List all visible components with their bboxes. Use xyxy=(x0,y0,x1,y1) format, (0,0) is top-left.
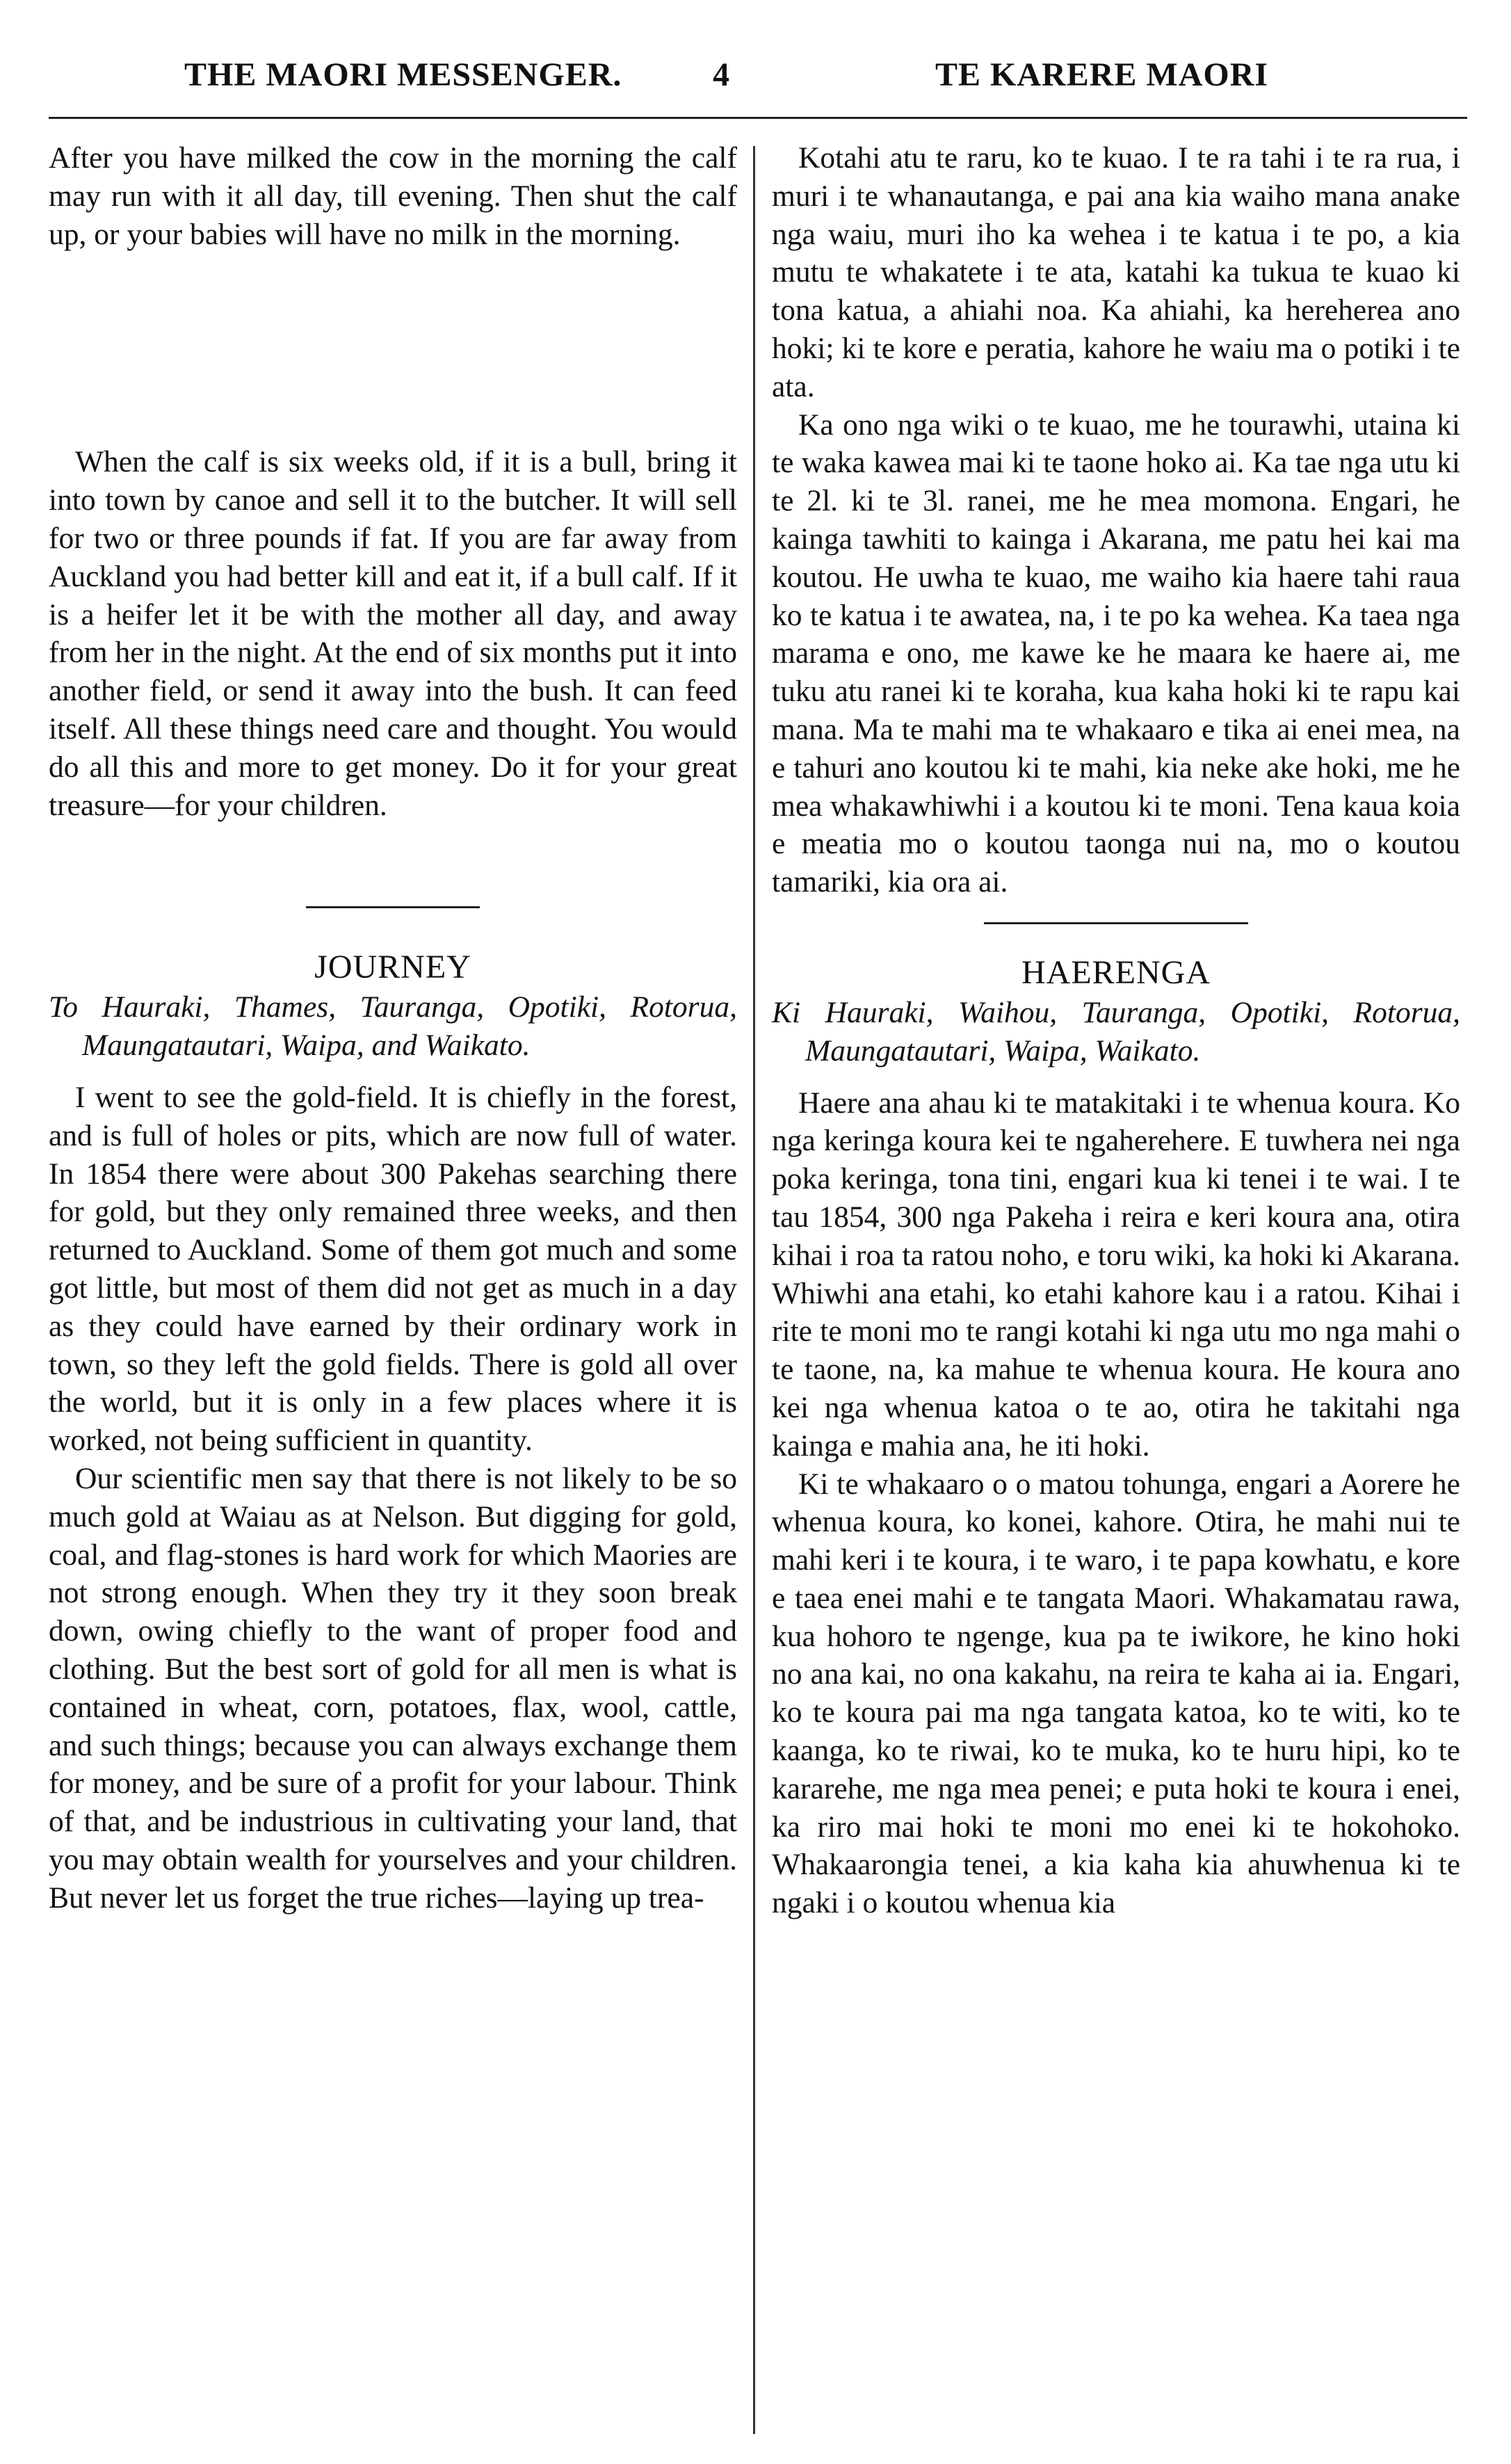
header-rule xyxy=(49,117,1467,119)
journey-heading: JOURNEY xyxy=(314,949,471,986)
maori-paragraph-2: Ka ono nga wiki o te kuao, me he tourawhi, utaina ki te waka kawea mai ki te taone hoko ai. Ka tae nga utu ki te 2l. ki te 3l. ranei, me he mea momona. Engari, he kainga tawhiti to kainga i Akarana, me patu hei kai ma koutou. He uwha te kuao, me waiho kia haere tahi raua ko te katua i te awatea, na, i te po ka wehea. Ka taea nga marama e ono, me kawe ke he maara ke haere ai, me tuku atu ranei ki te koraha, kua kaha hoki ki te rapu kai mana. Ma te mahi ma te whakaaro e tika ai enei mea, na e tahuri ano koutou ki te mahi, kia neke ake hoki, me he mea whakawhiwhi i a koutou ki te moni. Tena kaua koia e meatia mo o koutou taonga nui na, mo o koutou tamariki, kia ora ai. xyxy=(772,408,1460,899)
header-right-title: TE KARERE MAORI xyxy=(935,56,1269,93)
haerenga-subheading: Ki Hauraki, Waihou, Tauranga, Opotiki, Rotorua, Maungatautari, Waipa, Waikato. xyxy=(772,995,1460,1068)
haerenga-heading: HAERENGA xyxy=(1021,953,1211,991)
column-divider xyxy=(753,146,755,2434)
page-header xyxy=(0,49,1511,104)
header-left-title: THE MAORI MESSENGER. xyxy=(184,56,622,93)
journey-subheading: To Hauraki, Thames, Tauranga, Opotiki, Rotorua, Maungatautari, Waipa, and Waikato. xyxy=(49,990,737,1063)
maori-column xyxy=(772,139,1460,1922)
maori-paragraph-4: Ki te whakaaro o o matou tohunga, engari a Aorere he whenua koura, ko konei, kahore. Otira, he mahi nui te mahi keri i te koura, i te waro, i te papa kowhatu, e kore e taea enei mahi e te tangata Maori. Whakamatau rawa, kua hohoro te ngenge, kua pa te iwikore, he kino hoki no ana kai, no ona kakahu, na reira te kaha ai ia. Engari, ko te koura pai ma nga tangata katoa, ko te witi, ko te kaanga, ko te riwai, ko te muka, ko te huru hipi, ko te kararehe, me nga mea penei; e puta hoki te koura i enei, ka riro mai hoki te moni mo enei ki te hokohoko. Whakaarongia tenei, a kia kaha kia ahuwhenua ki te ngaki i o koutou whenua kia xyxy=(772,1467,1460,1920)
page-number: 4 xyxy=(713,56,730,93)
english-paragraph-1: After you have milked the cow in the morning the calf may run with it all day, till evening. Then shut the calf up, or your babies will have no milk in the morning. xyxy=(49,141,737,251)
maori-paragraph-3: Haere ana ahau ki te matakitaki i te whenua koura. Ko nga keringa koura kei te ngaherehere. E tuwhera nei nga poka keringa, tona tini, engari kua ki tenei i te wai. I te tau 1854, 300 nga Pakeha i reira e keri koura ana, otira kihai i roa ta ratou noho, e toru wiki, ka hoki ki Akarana. Whiwhi ana etahi, ko etahi kahore kau i a ratou. Kihai i rite te moni mo te rangi kotahi ki nga utu mo nga mahi o te taone, na, ka mahue te whenua koura. He koura ano kei nga whenua katoa o te ao, otira he takitahi nga kainga e mahia ana, he iti hoki. xyxy=(772,1086,1460,1463)
english-column xyxy=(49,139,737,1917)
english-paragraph-2: When the calf is six weeks old, if it is a bull, bring it into town by canoe and sell it to the butcher. It will sell for two or three pounds if fat. If you are far away from Auckland you had better kill and eat it, if a bull calf. If it is a heifer let it be with the mother all day, and away from her in the night. At the end of six months put it into another field, or send it away into the bush. It can feed itself. All these things need care and thought. You would do all this and more to get money. Do it for your great treasure—for your children. xyxy=(49,445,737,822)
maori-paragraph-1: Kotahi atu te raru, ko te kuao. I te ra tahi i te ra rua, i muri i te whanautanga, e pai ana kia waiho mana anake nga waiu, muri iho ka wehea i te katua i te po, a kia mutu te whakatete i te ata, katahi ka tukua te kuao ki tona katua, a ahiahi noa. Ka ahiahi, ka hereherea ano hoki; ki te kore e peratia, kahore he waiu ma o potiki i te ata. xyxy=(772,141,1460,403)
english-paragraph-3: I went to see the gold-field. It is chiefly in the forest, and is full of holes or pits, which are now full of water. In 1854 there were about 300 Pakehas searching there for gold, but they only remained three weeks, and then returned to Auckland. Some of them got much and some got little, but most of them did not get as much in a day as they could have earned by their ordinary work in town, so they left the gold fields. There is gold all over the world, but it is only in a few places where it is worked, not being sufficient in quantity. xyxy=(49,1080,737,1458)
english-paragraph-4: Our scientific men say that there is not likely to be so much gold at Waiau as at Nelson. But digging for gold, coal, and flag-stones is hard work for which Maories are not strong enough. When they try it they soon break down, owing chiefly to the want of proper food and clothing. But the best sort of gold for all men is what is contained in wheat, corn, potatoes, flax, wool, cattle, and such things; because you can always exchange them for money, and be sure of a profit for your labour. Think of that, and be industrious in cultivating your land, that you may obtain wealth for yourselves and your children. But never let us forget the true riches—laying up trea- xyxy=(49,1461,737,1915)
